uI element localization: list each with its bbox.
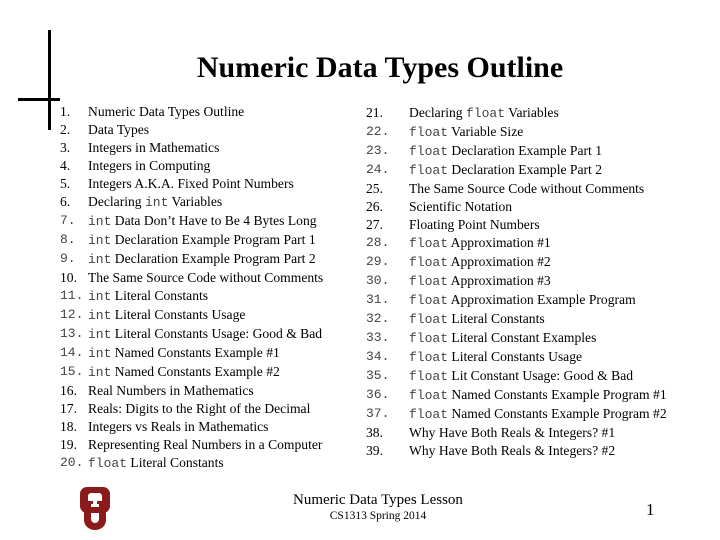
outline-item [60,436,360,454]
outline-item-label: Integers A.K.A. Fixed Point Numbers [88,176,294,191]
code-keyword: int [88,252,112,267]
outline-item-text [88,121,360,139]
outline-item-label: Scientific Notation [409,199,513,214]
outline-item-number: 29. [366,254,390,269]
outline-item-text [409,424,696,442]
outline-item [366,348,696,367]
outline-item-text [409,405,696,424]
outline-item-number: 16. [60,383,77,398]
outline-item-number: 2. [60,122,71,137]
outline-item-text [409,142,696,161]
outline-item-number: 22. [366,124,390,139]
outline-item-label: Literal Constant Examples [448,330,597,345]
outline-item-text [88,325,360,344]
outline-item-label: Data Types [88,122,150,137]
outline-item-text [88,212,360,231]
outline-item-label: Integers vs Reals in Mathematics [88,419,269,434]
outline-item [366,216,696,234]
outline-item-text [409,123,696,142]
outline-item-label: Declaring [88,194,145,209]
outline-item [60,306,360,325]
outline-item [366,442,696,460]
outline-item-label: Representing Real Numbers in a Computer [88,437,323,452]
outline-item-number: 14. [60,345,84,360]
outline-right-column [366,104,696,460]
decorative-vertical-rule [48,30,51,130]
outline-item-number: 31. [366,292,390,307]
outline-item-number: 37. [366,406,390,421]
outline-item-label: Named Constants Example #1 [111,345,280,360]
outline-item-text [409,367,696,386]
outline-item-text [88,436,360,454]
outline-item [60,250,360,269]
outline-item-text [409,234,696,253]
outline-item-text [88,139,360,157]
outline-item [60,212,360,231]
page-number: 1 [646,500,655,519]
outline-item-label-suffix: Variables [505,105,559,120]
code-keyword: int [88,327,112,342]
outline-item-text [409,348,696,367]
outline-item-label: Why Have Both Reals & Integers? #2 [409,443,616,458]
outline-item-text [88,250,360,269]
outline-item [60,121,360,139]
outline-item-label: Why Have Both Reals & Integers? #1 [409,425,616,440]
outline-item-label: Numeric Data Types Outline [88,104,245,119]
code-keyword: int [88,308,112,323]
outline-item-number: 35. [366,368,390,383]
outline-item-text [88,344,360,363]
outline-item [366,424,696,442]
outline-item [60,193,360,212]
code-keyword: float [409,312,449,327]
code-keyword: float [409,350,449,365]
outline-item-number: 3. [60,140,71,155]
outline-item-text [409,442,696,460]
outline-item-label: Literal Constants Usage [448,349,583,364]
code-keyword: float [409,369,449,384]
ou-logo-icon [78,485,112,531]
outline-item [60,325,360,344]
outline-item-label: Named Constants Example Program #1 [448,387,667,402]
outline-item [366,329,696,348]
outline-item [60,231,360,250]
outline-item-text [88,363,360,382]
outline-item-number: 34. [366,349,390,364]
outline-item [366,310,696,329]
outline-item-text [409,180,696,198]
outline-item [366,180,696,198]
outline-item [366,104,696,123]
outline-item-text [88,231,360,250]
outline-item-label: Named Constants Example Program #2 [448,406,667,421]
outline-item-number: 21. [366,105,383,120]
outline-item [60,157,360,175]
outline-item [366,367,696,386]
outline-item [60,287,360,306]
outline-item-label: Declaration Example Program Part 1 [111,232,316,247]
footer-lesson-title: Numeric Data Types Lesson [293,492,463,508]
outline-item-number: 28. [366,235,390,250]
outline-item-label: Integers in Mathematics [88,140,220,155]
code-keyword: int [88,233,112,248]
outline-item-label: The Same Source Code without Comments [88,270,324,285]
outline-item-label: Literal Constants [127,455,224,470]
outline-item-label: Real Numbers in Mathematics [88,383,254,398]
outline-item-number: 11. [60,288,84,303]
outline-item [366,253,696,272]
outline-item [60,103,360,121]
outline-item-number: 6. [60,194,71,209]
outline-item [60,418,360,436]
code-keyword: float [409,125,449,140]
outline-item-number: 23. [366,143,390,158]
slide-title: Numeric Data Types Outline [196,51,564,84]
outline-item-number: 30. [366,273,390,288]
outline-item-text [88,269,360,287]
code-keyword: int [88,214,112,229]
outline-item-number: 7. [60,213,76,228]
outline-item [60,269,360,287]
outline-item-text [88,193,360,212]
code-keyword: int [145,195,169,210]
outline-item-label: Approximation #2 [448,254,551,269]
footer-course: CS1313 Spring 2014 [329,510,427,522]
outline-item-number: 24. [366,162,390,177]
code-keyword: float [409,163,449,178]
outline-item-number: 5. [60,176,71,191]
outline-item-text [88,157,360,175]
outline-item-text [88,454,360,473]
outline-item-label: Literal Constants Usage [111,307,246,322]
outline-item-label: Declaration Example Program Part 2 [111,251,316,266]
outline-item-number: 25. [366,181,383,196]
outline-item-number: 19. [60,437,77,452]
outline-item-number: 4. [60,158,71,173]
outline-item-number: 17. [60,401,77,416]
code-keyword: int [88,289,112,304]
outline-item-text [409,310,696,329]
outline-item-number: 9. [60,251,76,266]
code-keyword: float [409,407,449,422]
code-keyword: float [409,274,449,289]
outline-item-text [409,216,696,234]
outline-item-number: 36. [366,387,390,402]
outline-item-number: 15. [60,364,84,379]
outline-item-number: 1. [60,104,71,119]
outline-item-text [88,175,360,193]
outline-item [366,405,696,424]
outline-item-number: 10. [60,270,77,285]
outline-item [366,142,696,161]
outline-item-text [88,287,360,306]
outline-item-number: 32. [366,311,390,326]
outline-item-number: 20. [60,455,84,470]
outline-item-label: Reals: Digits to the Right of the Decimal [88,401,311,416]
decorative-horizontal-rule [18,98,60,101]
outline-item-number: 12. [60,307,84,322]
code-keyword: float [409,388,449,403]
code-keyword: float [409,293,449,308]
outline-item [60,175,360,193]
outline-item-number: 26. [366,199,383,214]
outline-item-number: 8. [60,232,76,247]
outline-item-text [409,329,696,348]
code-keyword: int [88,346,112,361]
outline-left-column [60,103,360,473]
outline-item-text [409,161,696,180]
outline-item-label: Approximation Example Program [448,292,636,307]
outline-item [366,123,696,142]
code-keyword: float [409,255,449,270]
outline-item-text [409,253,696,272]
outline-item-text [88,103,360,121]
outline-item [366,234,696,253]
outline-item-text [88,306,360,325]
outline-item-label: Approximation #1 [448,235,551,250]
outline-item-text [409,272,696,291]
outline-item [366,386,696,405]
code-keyword: int [88,365,112,380]
outline-item [60,363,360,382]
outline-item-label: Declaration Example Part 1 [448,143,603,158]
outline-item-number: 13. [60,326,84,341]
outline-item-text [409,104,696,123]
outline-item-label: Integers in Computing [88,158,211,173]
outline-item-text [409,291,696,310]
outline-item-text [88,382,360,400]
outline-item-label: Declaring [409,105,466,120]
code-keyword: float [409,144,449,159]
outline-item-label: Floating Point Numbers [409,217,540,232]
outline-item-label: Named Constants Example #2 [111,364,280,379]
outline-item [60,344,360,363]
outline-item [60,400,360,418]
code-keyword: float [409,236,449,251]
outline-item [366,198,696,216]
outline-item-label: Lit Constant Usage: Good & Bad [448,368,634,383]
outline-item [366,291,696,310]
outline-item-label-suffix: Variables [168,194,223,209]
outline-item-label: Literal Constants [111,288,209,303]
code-keyword: float [409,331,449,346]
outline-item [366,161,696,180]
outline-item-text [409,198,696,216]
outline-item-text [409,386,696,405]
outline-item-label: Data Don’t Have to Be 4 Bytes Long [111,213,317,228]
outline-item-number: 18. [60,419,77,434]
outline-item [366,272,696,291]
outline-item-label: Declaration Example Part 2 [448,162,603,177]
code-keyword: float [88,456,128,471]
outline-item-label: Literal Constants [448,311,545,326]
code-keyword: float [466,106,506,121]
outline-item-label: Approximation #3 [448,273,551,288]
outline-item [60,382,360,400]
outline-item-number: 27. [366,217,383,232]
outline-item-label: The Same Source Code without Comments [409,181,645,196]
outline-item-label: Variable Size [448,124,524,139]
outline-item [60,139,360,157]
outline-item-number: 39. [366,443,383,458]
outline-item-text [88,400,360,418]
outline-item-label: Literal Constants Usage: Good & Bad [111,326,323,341]
outline-item [60,454,360,473]
outline-item-number: 38. [366,425,383,440]
outline-item-text [88,418,360,436]
outline-item-number: 33. [366,330,390,345]
